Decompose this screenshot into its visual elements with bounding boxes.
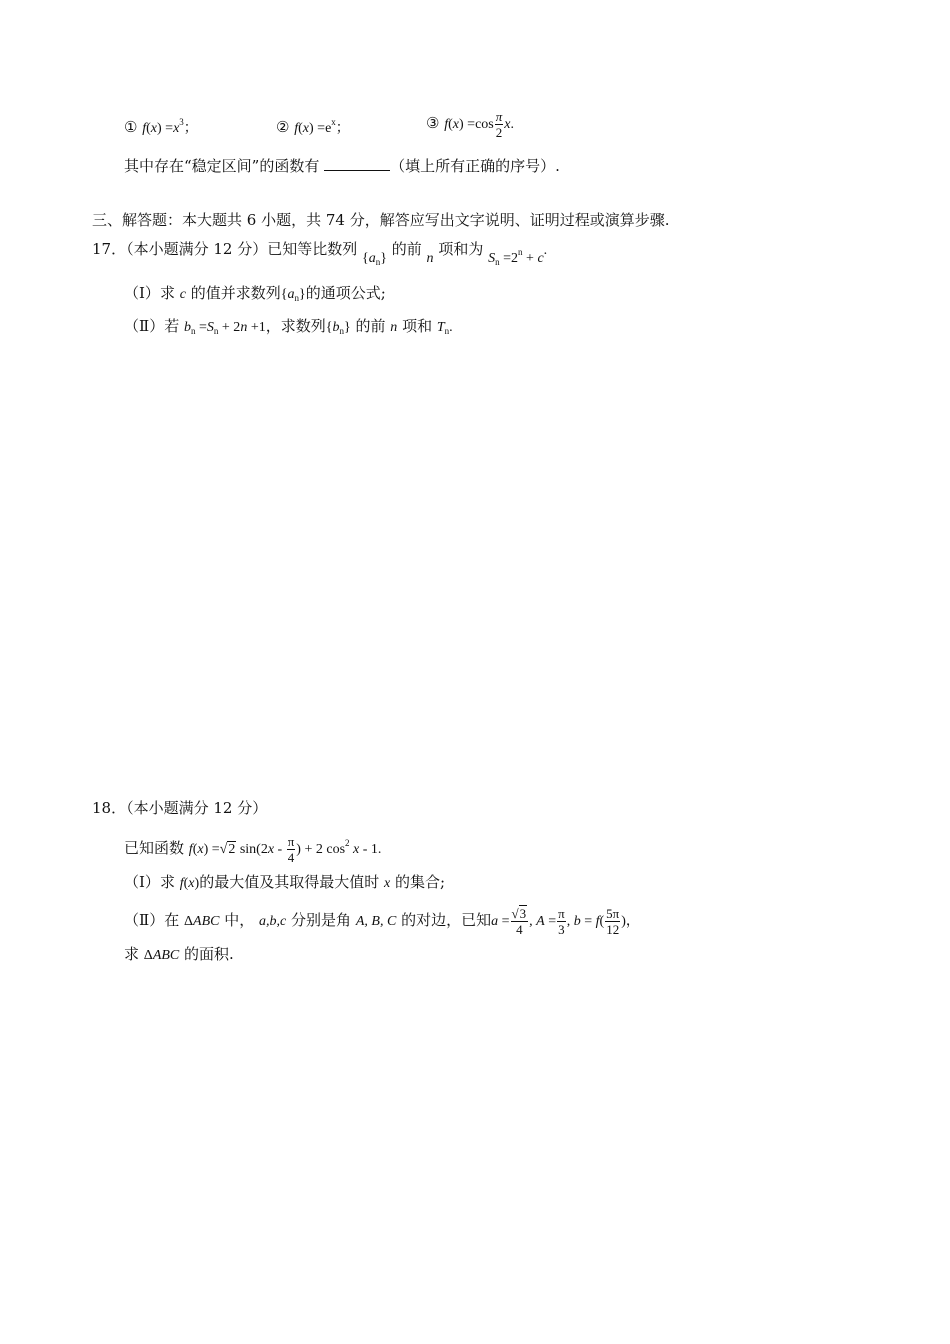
q17-part1-label: （Ⅰ） [124,284,160,302]
option-2-formula: f [294,121,299,136]
q18-heading [92,798,267,818]
option-2: ② $f(x) =e^x$； [276,117,350,136]
q18-part2-label: （Ⅱ） [124,911,165,929]
q18-part2-f: 的面积. [184,945,234,963]
option-1: ① $f(x) =x^3$； [124,117,198,136]
q18-part2-cont: 求 ΔABC 的面积. [124,945,234,963]
q18-part1: （Ⅰ）求 f(x)的最大值及其取得最大值时 x 的集合; [124,873,446,891]
option-1-marker: ① [124,118,138,136]
q17-t-front: 的前 [391,240,422,258]
q17-part1-c: 的通项公式; [305,284,386,302]
q18-part1-c: 的集合; [394,873,446,891]
q18-number: 18． [92,799,127,817]
answer-blank[interactable] [324,156,390,171]
q18-part2-e: 求 [124,945,140,963]
q18-part1-label: （Ⅰ） [124,873,160,891]
q18-head: （本小题满分 12 分） [126,799,268,817]
q18-part1-a: 求 [159,873,175,891]
q17-t-sum: 项和为 [438,240,484,258]
option-2-marker: ② [276,118,290,136]
q17-part1-b: 的值并求数列 [190,284,281,302]
q17-part2-label: （Ⅱ） [124,317,165,335]
q18-part1-b: 的最大值及其取得最大值时 [199,873,380,891]
q17-number: 17． [92,240,127,258]
q17-part1: （Ⅰ）求 c 的值并求数列$\{a_n\}$的通项公式; [124,284,386,303]
q17-head: （本小题满分 12 分）已知等比数列 [126,240,358,258]
q16-answer-line [124,156,560,176]
q18-part2-b: 中， [224,911,255,929]
q16-suffix: （填上所有正确的序号）. [390,157,560,175]
q18-part2-c: 分别是角 [291,911,352,929]
option-1-formula: f [142,121,147,136]
q17-part2-c: 的前 [355,317,386,335]
q18-given: 已知函数 f(x) =√2 sin(2x - $\frac{\pi}{4}$ ) + 2 $\cos^2 x - 1$. [124,833,382,865]
option-3-marker: ③ [426,114,440,132]
q18-part2-a: 在 [164,911,180,929]
q16-prefix: 其中存在“稳定区间”的函数有 [124,157,320,175]
q17-part2-a: 若 [164,317,180,335]
option-3: ③ f(x) =cos $\frac{\pi}{2}$ x. [426,108,514,140]
section-heading: 三、解答题：本大题共 6 小题，共 74 分，解答应写出文字说明、证明过程或演算步骤. [92,211,670,229]
q18-given-label: 已知函数 [124,839,185,857]
q17-part2-d: 项和 [402,317,433,335]
q17-part1-a: 求 [159,284,175,302]
q17-part2-b: ，求数列 [265,317,326,335]
q18-part2: （Ⅱ）在 ΔABC 中， a,b,c 分别是角 A, B, C 的对边，已知a = $\frac{√3}{4}$ , A = $\frac{\pi}{3}$ , b = f( $\frac{5\pi}{12}$ )， [124,905,640,937]
q18-part2-d: 的对边，已知 [401,911,492,929]
option-3-formula: f [444,117,449,132]
q17-part2: （Ⅱ）若 $b_n =S_n + 2n +1$，求数列$\{b_n\}$ 的前 n 项和 $T_n$. [124,317,453,336]
q17-stem: 17．（本小题满分 12 分）已知等比数列 $\{a_n\}$ 的前 n 项和为 $S_n =2^n + c$. [92,240,548,267]
